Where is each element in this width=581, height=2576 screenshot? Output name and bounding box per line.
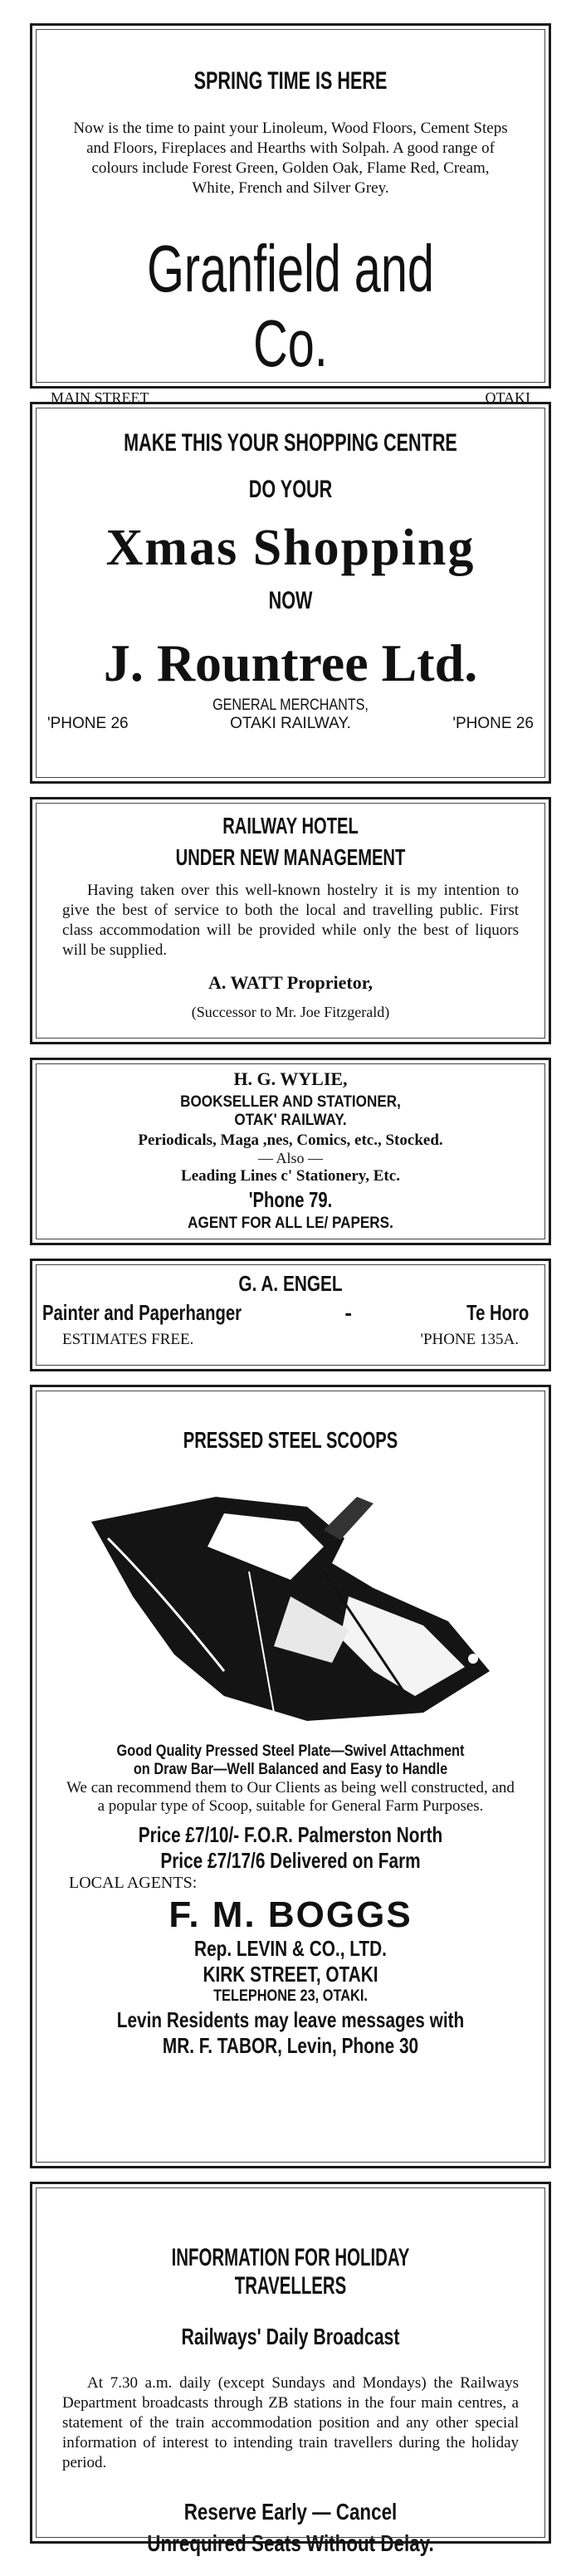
ad6-levin2: MR. F. TABOR, Levin, Phone 30	[162, 2033, 419, 2058]
ad-railway-hotel	[30, 797, 551, 1044]
ad6-agents-label: LOCAL AGENTS:	[69, 1874, 198, 1892]
ad5-trade-row	[32, 1300, 549, 1326]
ad4-name: H. G. WYLIE,	[233, 1068, 348, 1089]
ad6-telephone: TELEPHONE 23, OTAKI.	[213, 1987, 368, 2005]
ad5-name: G. A. ENGEL	[238, 1271, 343, 1296]
ad3-proprietor: A. WATT Proprietor,	[208, 972, 373, 993]
ad2-line3: Xmas Shopping	[105, 520, 476, 576]
ad6-feature2: on Draw Bar—Well Balanced and Easy to Handle	[133, 1761, 448, 1778]
ad4-line5: Leading Lines c' Stationery, Etc.	[181, 1167, 400, 1185]
ad7-body: At 7.30 a.m. daily (except Sundays and Mondays) the Railways Department broadcasts through ZB stations in the four main centres, a statement of the train accommodation position and any other special information of interest to intending train travellers during the holiday period.	[62, 2374, 519, 2471]
ad-holiday-travellers	[30, 2182, 551, 2556]
ad6-heading: PRESSED STEEL SCOOPS	[183, 1427, 398, 1453]
ad6-levin1: Levin Residents may leave messages with	[116, 2007, 465, 2032]
ad7-subheading: Railways' Daily Broadcast	[181, 2324, 400, 2349]
ad3-body: Having taken over this well-known hostelry it is my intention to give the best of service to both the local and travelling public. First class accommodation will be provided while only the best of liquors will be supplied.	[62, 882, 519, 959]
ad2-phone-right: 'PHONE 26	[452, 715, 534, 732]
ad6-street: KIRK STREET, OTAKI	[203, 1962, 378, 1987]
ad2-line1: MAKE THIS YOUR SHOPPING CENTRE	[124, 429, 457, 457]
ad-rountree	[30, 402, 551, 784]
ad6-rep: Rep. LEVIN & CO., LTD.	[194, 1936, 387, 1961]
ad6-body: We can recommend them to Our Clients as being well constructed, and a popular type of Scoop, suitable for General Farm Purposes.	[66, 1779, 515, 1815]
ad1-company: Granfield and Co.	[147, 232, 434, 380]
ad-granfield	[30, 23, 551, 406]
ad2-sub1: GENERAL MERCHANTS,	[212, 697, 369, 714]
ad5-place: Te Horo	[466, 1300, 529, 1325]
ad2-line2: DO YOUR	[248, 476, 333, 503]
ad7-heading: INFORMATION FOR HOLIDAY TRAVELLERS	[171, 2244, 410, 2300]
ad1-left-footer: MAIN STREET	[51, 389, 149, 406]
ad1-right-footer: OTAKI	[485, 389, 530, 406]
steel-scoop-illustration	[58, 1464, 523, 1738]
ad-wylie	[30, 1058, 551, 1245]
ad1-heading: SPRING TIME IS HERE	[193, 67, 388, 95]
ad5-dash: -	[344, 1300, 353, 1325]
ad2-sub2: OTAKI RAILWAY.	[230, 715, 351, 732]
ad-steel-scoops	[30, 1385, 551, 2168]
ad2-company: J. Rountree Ltd.	[103, 633, 478, 692]
ad2-line4: NOW	[268, 587, 313, 614]
ad4-agent: AGENT FOR ALL LE/ PAPERS.	[188, 1215, 393, 1232]
ad4-phone: 'Phone 79.	[248, 1187, 333, 1212]
ad-engel	[30, 1259, 551, 1371]
ad4-line1: BOOKSELLER AND STATIONER,	[180, 1093, 401, 1111]
ad5-trade: Painter and Paperhanger	[42, 1300, 242, 1325]
ad5-estimates: ESTIMATES FREE.	[62, 1331, 194, 1348]
ad4-line3: Periodicals, Maga ,nes, Comics, etc., Stocked.	[138, 1132, 443, 1149]
ad5-footer-row	[32, 1331, 549, 1349]
ad2-phone-row	[32, 715, 549, 733]
scoop-drawing	[91, 1497, 490, 1721]
ad4-line2: OTAK' RAILWAY.	[234, 1112, 347, 1129]
ad6-feature1: Good Quality Pressed Steel Plate—Swivel Attachment	[116, 1743, 465, 1760]
ad3-heading1: RAILWAY HOTEL	[222, 813, 359, 838]
ad2-phone-left: 'PHONE 26	[47, 715, 129, 732]
ad1-body: Now is the time to paint your Linoleum, Wood Floors, Cement Steps and Floors, Fireplaces and Hearths with Solpah. A good range of colours include Forest Green, Golden Oak, Flame Red, Cream, White, French and Silver Grey.	[73, 120, 508, 197]
ad3-successor: (Successor to Mr. Joe Fitzgerald)	[191, 1004, 390, 1020]
ad5-phone: 'PHONE 135A.	[420, 1331, 519, 1348]
ad6-agent: F. M. BOGGS	[168, 1894, 413, 1935]
ad7-closing: Reserve Early — Cancel Unrequired Seats Without Delay.	[147, 2499, 434, 2556]
ad4-line4: — Also —	[257, 1150, 323, 1166]
ad3-heading2: UNDER NEW MANAGEMENT	[175, 844, 406, 870]
ad6-price1: Price £7/10/- F.O.R. Palmerston North	[138, 1822, 443, 1847]
ad6-price2: Price £7/17/6 Delivered on Farm	[160, 1848, 421, 1873]
